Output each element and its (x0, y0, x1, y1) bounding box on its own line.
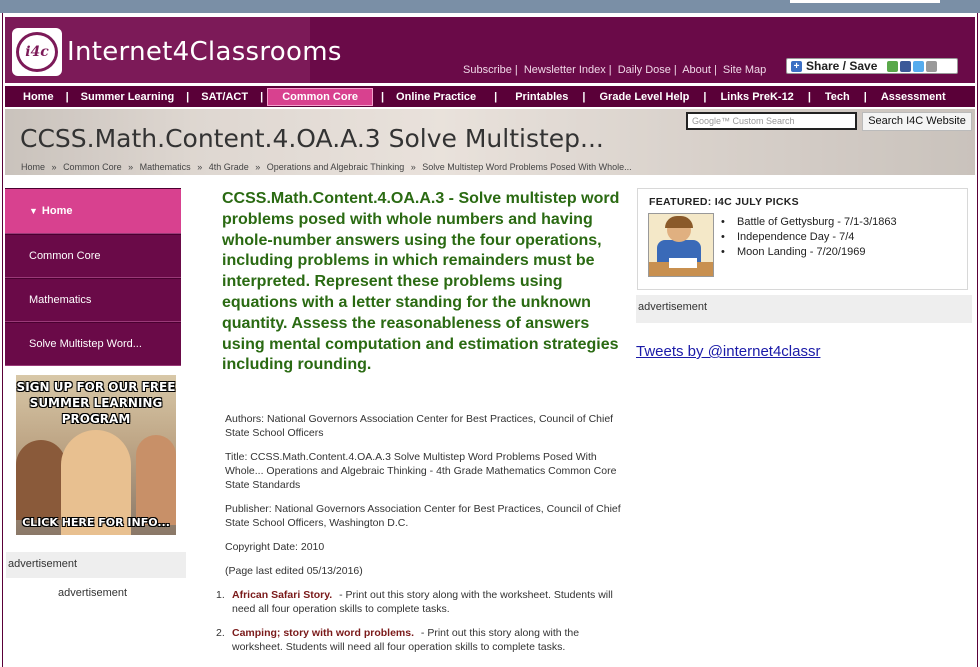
nav-divider: | (807, 90, 811, 103)
logo-mark: i4c (16, 32, 58, 72)
nav-divider: | (863, 90, 867, 103)
promo-student-image (136, 435, 176, 525)
breadcrumb-separator: » (410, 162, 416, 172)
site-name[interactable]: Internet4Classrooms (67, 37, 342, 67)
resource-description: - Print out this story along with the worksheet. Students will need all four operation skills to complete tasks. (232, 589, 613, 615)
main-nav (5, 86, 975, 107)
featured-image-paper (669, 258, 697, 268)
list-item (216, 626, 626, 654)
standard-title: CCSS.Math.Content.4.OA.A.3 - Solve multistep word problems posed with whole numbers and having whole-number answers using the four operations, including problems in which remainders must be interpreted. Represent these problems using equations with a letter standing for the unknown quantity. Assess the reasonableness of answers using mental computation and estimation strategies including rounding. (222, 190, 620, 374)
featured-image[interactable] (648, 213, 714, 277)
nav-grade-level-help[interactable]: Grade Level Help (599, 90, 690, 103)
nav-divider: | (65, 90, 69, 103)
list-number: 1. (216, 589, 225, 601)
page-banner (5, 109, 975, 175)
breadcrumb-separator: » (128, 162, 134, 172)
bullet-icon: • (721, 246, 725, 258)
nav-divider: | (260, 90, 264, 103)
nav-sat-act[interactable]: SAT/ACT (201, 90, 249, 103)
header-links: Subscribe | Newsletter Index | Daily Dose | About | Site Map (463, 64, 767, 76)
copyright-text: Copyright Date: 2010 (225, 541, 325, 553)
twitter-icon (913, 61, 924, 72)
nav-divider: | (494, 90, 498, 103)
tweets-link[interactable]: Tweets by @internet4classr (636, 343, 821, 360)
sidebar-item-label: Home (41, 205, 73, 217)
sidebar-item-home[interactable] (5, 188, 181, 234)
sidebar-item-label: Common Core (29, 250, 101, 262)
more-share-icon (926, 61, 937, 72)
page-heading: CCSS.Math.Content.4.OA.A.3 Solve Multistep... (20, 124, 604, 153)
right-ad-label: advertisement (636, 295, 972, 323)
nav-online-practice[interactable]: Online Practice (396, 90, 477, 103)
resource-link-african-safari[interactable]: African Safari Story. (232, 589, 333, 601)
nav-divider: | (582, 90, 586, 103)
logo-block (5, 17, 342, 83)
bullet-icon: • (721, 216, 725, 228)
sidebar-item-solve-multistep[interactable] (5, 322, 181, 366)
breadcrumb-operations[interactable]: Operations and Algebraic Thinking (266, 162, 405, 172)
site-map-link[interactable]: Site Map (722, 64, 767, 76)
sidebar-nav (5, 188, 181, 366)
featured-item-label: Independence Day - 7/4 (737, 231, 855, 243)
resource-description: - Print out this story along with the worksheet. Students will need all four operation skills to complete tasks. (232, 627, 580, 653)
promo-title: SIGN UP FOR OUR FREE SUMMER LEARNING PROGRAM (16, 380, 176, 426)
newsletter-index-link[interactable]: Newsletter Index (523, 64, 606, 76)
sidebar-item-label: Mathematics (29, 294, 92, 306)
site-header (5, 17, 975, 83)
breadcrumb-separator: » (197, 162, 203, 172)
featured-picks-box (637, 188, 968, 290)
nav-divider: | (703, 90, 707, 103)
daily-dose-link[interactable]: Daily Dose (617, 64, 671, 76)
sidebar-item-common-core[interactable] (5, 234, 181, 278)
breadcrumb-4th-grade[interactable]: 4th Grade (208, 162, 249, 172)
email-share-icon (887, 61, 898, 72)
nav-links-prek-12[interactable]: Links PreK-12 (720, 90, 794, 103)
nav-home[interactable]: Home (23, 90, 54, 103)
nav-divider: | (186, 90, 190, 103)
sidebar-item-label: Solve Multistep Word... (29, 338, 142, 350)
featured-item-moon-landing[interactable] (721, 245, 897, 260)
custom-search-input[interactable]: Google™ Custom Search (686, 112, 857, 130)
publisher-text: Publisher: National Governors Association Center for Best Practices, Council of Chief State School Officers, Washington D.C. (225, 503, 621, 529)
featured-item-label: Moon Landing - 7/20/1969 (737, 246, 866, 258)
share-save-label: Share / Save (806, 59, 878, 73)
breadcrumb-current: Solve Multistep Word Problems Posed With Whole... (422, 162, 632, 172)
resource-list (216, 588, 626, 664)
share-icons (887, 61, 937, 72)
nav-common-core[interactable]: Common Core (267, 88, 373, 106)
list-item-body (232, 626, 626, 654)
facebook-icon (900, 61, 911, 72)
last-edited-text: (Page last edited 05/13/2016) (225, 565, 363, 577)
promo-cta: CLICK HERE FOR INFO... (22, 516, 170, 529)
breadcrumb-separator: » (51, 162, 57, 172)
browser-top-strip (0, 0, 980, 13)
featured-item-gettysburg[interactable] (721, 215, 897, 230)
nav-divider: | (380, 90, 385, 103)
featured-list (721, 215, 897, 260)
breadcrumb-home[interactable]: Home (21, 162, 46, 172)
title-text: Title: CCSS.Math.Content.4.OA.A.3 Solve Multistep Word Problems Posed With Whole... Operations and Algebraic Thinking - 4th Grade Mathematics Common Core State Standards (225, 451, 617, 491)
featured-item-independence-day[interactable] (721, 230, 897, 245)
left-ad-text: advertisement (58, 587, 128, 599)
sidebar-item-mathematics[interactable] (5, 278, 181, 322)
nav-tech[interactable]: Tech (824, 90, 850, 103)
bullet-icon: • (721, 231, 725, 243)
breadcrumb-common-core[interactable]: Common Core (63, 162, 122, 172)
breadcrumb-separator: » (255, 162, 261, 172)
nav-assessment[interactable]: Assessment (880, 90, 946, 103)
about-link[interactable]: About (682, 64, 711, 76)
top-strip-field[interactable] (790, 0, 940, 3)
featured-title: FEATURED: I4C JULY PICKS (649, 196, 799, 208)
summer-learning-promo[interactable] (16, 375, 176, 535)
share-save-button[interactable] (786, 58, 958, 74)
list-item (216, 588, 626, 616)
breadcrumb-mathematics[interactable]: Mathematics (139, 162, 191, 172)
site-logo[interactable] (12, 28, 62, 76)
list-item-body (232, 588, 626, 616)
resource-link-camping[interactable]: Camping; story with word problems. (232, 627, 415, 639)
list-number: 2. (216, 627, 225, 639)
left-ad-label: advertisement (6, 552, 186, 578)
nav-printables[interactable]: Printables (515, 90, 569, 103)
nav-summer-learning[interactable]: Summer Learning (80, 90, 175, 103)
chevron-down-icon: ▼ (29, 206, 38, 216)
breadcrumb (21, 162, 636, 172)
subscribe-link[interactable]: Subscribe (463, 64, 512, 76)
main-content (222, 189, 622, 376)
standard-metadata (225, 412, 625, 588)
plus-icon: + (791, 61, 802, 72)
authors-text: Authors: National Governors Association Center for Best Practices, Council of Chief State School Officers (225, 413, 614, 439)
promo-student-image (16, 440, 66, 520)
search-site-button[interactable]: Search I4C Website (862, 112, 972, 131)
featured-item-label: Battle of Gettysburg - 7/1-3/1863 (737, 216, 897, 228)
featured-image-figure (665, 216, 693, 228)
